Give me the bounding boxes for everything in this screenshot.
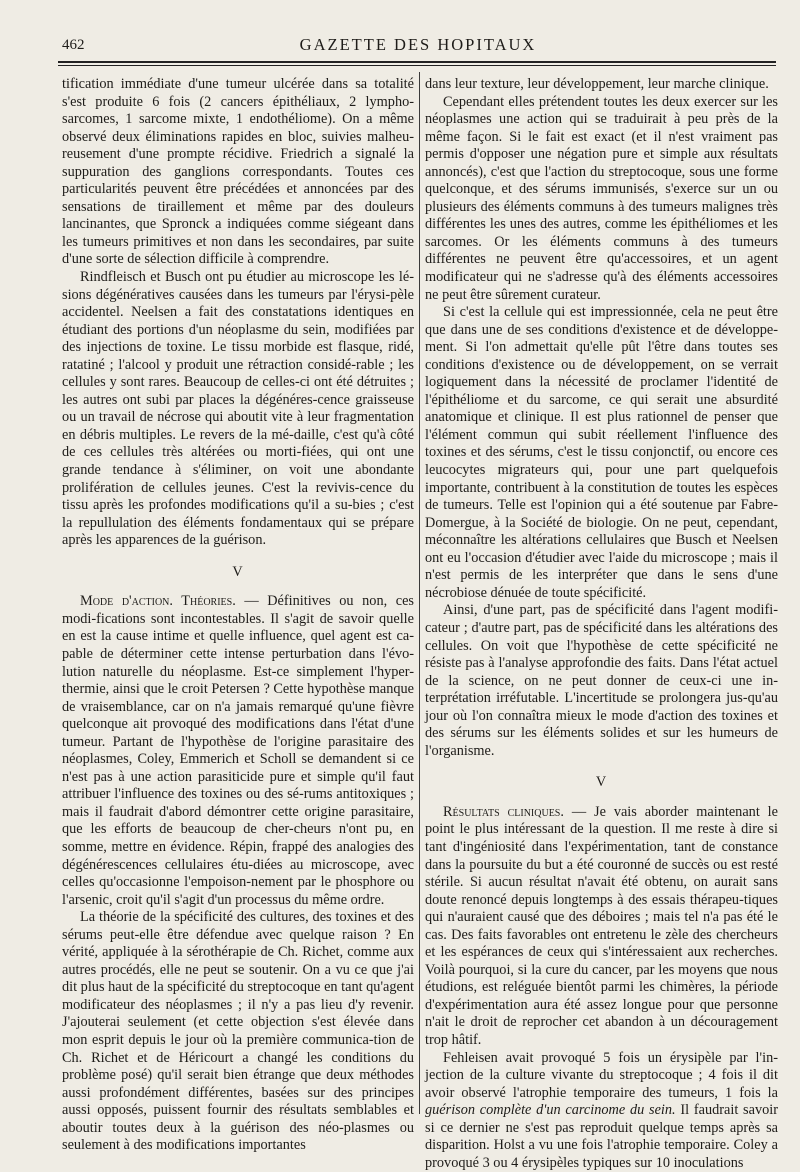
right-paragraph-5-text: — Je vais aborder maintenant le point le plus intéressant de la question. Il me reste à dire si tant d'ingéniosité dans l'expérimentation, tant de constance dans la poursuite du but a été couronné de succès ou est resté stérile. Si aucun résultat n'avait été obtenu, on aurait sans doute renoncé depuis longtemps à des essais thérapeu-tiques qui n'auraient causé que des déboires ; mais tel n'a pas été le cas. Des faits favorables ont entretenu le zèle des chercheurs et les espérances de ceux qui s'intéressaient aux recherches. Voilà pourquoi, si la cure du cancer, par les moyens que nous étudions, est reléguée bientôt parmi les chimères, la période d'expérimentation aura été assez longue pour que personne n'ait le droit de reprocher cet abandon à un découragement trop hâtif.	[425, 803, 778, 1048]
left-paragraph-3	[62, 593, 414, 909]
header-rule-thin	[58, 65, 776, 66]
right-paragraph-3: Si c'est la cellule qui est impressionnée, cela ne peut être que dans une de ses conditions d'existence et de développe-ment. Si l'on admettait qu'elle pût l'être dans toutes ses conditions d'existence ou de développement, on se verrait logiquement dans la nécessité de proclamer l'identité de l'épithéliome et du sarcome, ce qui serait une absurdité anatomique et clinique. Il est plus rationnel de penser que l'élément commun qui subit réellement l'influence des toxines et des sérums, c'est le tissu conjonctif, ou encore ces leucocytes migrateurs qui, pour une part quelquefois importante, contribuent à la constitution de toutes les espèces de tumeurs. Telle est l'opinion qui a été soutenue par Fabre-Domergue, à la Société de biologie. On ne peut, cependant, méconnaître les altérations cellulaires que Busch et Neelsen ont eu l'occasion d'étudier avec l'aide du microscope ; mais il n'est permis de les interpréter que dans le sens d'une nécrobiose dénuée de toute spécificité.	[425, 304, 778, 601]
section-heading-resultats: Résultats cliniques.	[443, 803, 564, 820]
left-paragraph-4: La théorie de la spécificité des cultures, des toxines et des sérums peut-elle être défendue avec quelque raison ? En vérité, appliquée à la sérothérapie de Ch. Richet, comme aux autres procédés, elle ne peut se soutenir. On a vu ce que j'ai dit plus haut de la spécificité du streptocoque en tant qu'agent modificateur des néoplasmes ; il n'y a pas lieu d'y revenir. J'ajouterai seulement (et cette objection s'est élevée dans mon esprit depuis le jour où la première communica-tion de Ch. Richet et de Héricourt a changé les conditions du problème posé) qu'il serait bien étrange que deux méthodes aussi profondément différentes, basées sur des principes aussi opposés, puissent fournir des résultats semblables et aboutir toutes deux à la guérison des néo-plasmes ou seulement à des modifications importantes	[62, 909, 414, 1154]
right-paragraph-2: Cependant elles prétendent toutes les deux exercer sur les néoplasmes une action qui se traduirait à peu près de la même façon. Si le fait est exact (et il n'est vraiment pas permis d'opposer une négation pure et simple aux résultats annoncés), c'est que l'action du streptocoque, sous une forme quelconque, et des sérums immunisés, s'exerce sur un ou plusieurs des éléments communs à des tumeurs malignes très différentes les unes des autres, comme les épithéliomes et les sarcomes. Or les éléments communs à des tumeurs différentes ne peuvent être qu'accessoires, et un agent modificateur qui ne s'adresse qu'à des éléments accessoires ne peut être sûrement curateur.	[425, 93, 778, 303]
italic-phrase: guérison complète d'un carcinome du sein.	[425, 1102, 676, 1119]
right-paragraph-4: Ainsi, d'une part, pas de spécificité dans l'agent modifi-cateur ; d'autre part, pas de spécificité dans les altérations des cellules. On voit que l'hypothèse de cette spécificité ne résiste pas à l'analyse approfondie des faits. Dans l'état actuel de la science, on ne peut donner de ceux-ci une in-terprétation irréfutable. L'incertitude se prolongera jus-qu'au jour où l'on connaîtra mieux le mode d'action des toxines et des sérums sur les éléments solides et sur les humeurs de l'organisme.	[425, 602, 778, 759]
right-paragraph-6	[425, 1050, 778, 1172]
left-paragraph-1: tification immédiate d'une tumeur ulcérée dans sa totalité s'est produite 6 fois (2 cancers épithéliaux, 2 lympho-sarcomes, 1 sarcome mixte, 1 endothéliome). On a même observé deux éliminations rapides en bloc, suivies malheu-reusement d'une prompte récidive. Friedrich a signalé la suppuration des ganglions correspondants. Toutes ces particularités peuvent être précédées et annoncées par des sensations de tiraillement et même par des douleurs lancinantes, que Spronck a indiquées comme siégeant dans les tumeurs primitives et non dans les secondaires, par suite d'une sorte de sélection difficile à comprendre.	[62, 76, 414, 268]
right-paragraph-1: dans leur texture, leur développement, leur marche clinique.	[425, 76, 769, 92]
left-paragraph-3-text: — Définitives ou non, ces modi-fications sont incontestables. Il s'agit de savoir quelle en est la cause intime et quelle influence, quel agent est ca-pable de déterminer cette intense perturbation dans l'évo-lution naturelle du néoplasme. Est-ce simplement l'hyper-thermie, ainsi que le croit Petersen ? Cette hypothèse manque de vraisemblance, car on n'a jamais remarqué qu'une fièvre quelconque ait provoqué des modifications dans l'état d'une tumeur. Partant de l'hypothèse de l'origine parasitaire des néoplasmes, Coley, Emmerich et Scholl se demandent si ce n'est pas à une action parasiticide pure et simple qu'il faut attribuer l'influence des toxines ou des sé-rums antitoxiques ; mais il faudrait d'abord démontrer cette origine parasitaire, que les efforts de beaucoup de cher-cheurs n'ont pu, en somme, mettre en évidence. Répin, frappé des analogies des dégénérescences cellulaires étu-diées au microscope, avec celles qu'occasionne l'empoison-nement par le phosphore ou l'arsenic, croit qu'il s'agit d'un processus du même ordre.	[62, 593, 414, 908]
page-header	[62, 33, 774, 63]
column-divider	[419, 72, 420, 1114]
right-column	[425, 76, 778, 1172]
left-column	[62, 76, 414, 1155]
section-mark: V	[232, 563, 244, 580]
header-rule-thick	[58, 61, 776, 63]
page-number: 462	[62, 37, 85, 53]
running-title: GAZETTE DES HOPITAUX	[299, 35, 537, 54]
right-paragraph-6-start: Fehleisen avait provoqué 5 fois un érysipèle par l'in-jection de la culture vivante du streptocoque ; 4 fois il dit avoir observé l'atrophie temporaire des tumeurs, 1 fois la	[425, 1049, 778, 1101]
section-mark: V	[595, 774, 608, 791]
section-heading-mode-action: Mode d'action. Théories.	[80, 593, 236, 610]
left-paragraph-2: Rindfleisch et Busch ont pu étudier au microscope les lé-sions dégénératives causées dans les tumeurs par l'érysi-pèle accidentel. Neelsen a fait des constatations identiques en étudiant des portions d'un néoplasme du sein, modifiées par des injections de toxine. Le tissu morbide est flasque, ridé, ratatiné ; l'alcool y produit une rétraction considé-rable ; les cellules y sont rares. Beaucoup de celles-ci ont été détruites ; les autres ont subi par places la dégénéres-cence graisseuse ou un travail de nécrose qui aboutit vite à leur fragmentation en débris multiples. Le revers de la mé-daille, c'est qu'à côté de ces cellules très altérées ou morti-fiées, qui ont une grande tendance à s'éliminer, on voit une abondante prolifération de cellules jeunes. C'est la revivis-cence du tissu après les profondes modifications qu'il a su-bies ; c'est la repullulation des éléments fondamentaux qui se prépare après les apparences de la guérison.	[62, 269, 414, 549]
right-paragraph-5	[425, 804, 778, 1050]
right-paragraph-6-end: Il faudrait savoir si ce dernier ne s'est pas reproduit quelque temps après sa disparition. Holst a vu une fois l'atrophie temporaire. Coley a provoqué 3 ou 4 érysipèles typiques sur 10 inoculations	[425, 1102, 778, 1171]
